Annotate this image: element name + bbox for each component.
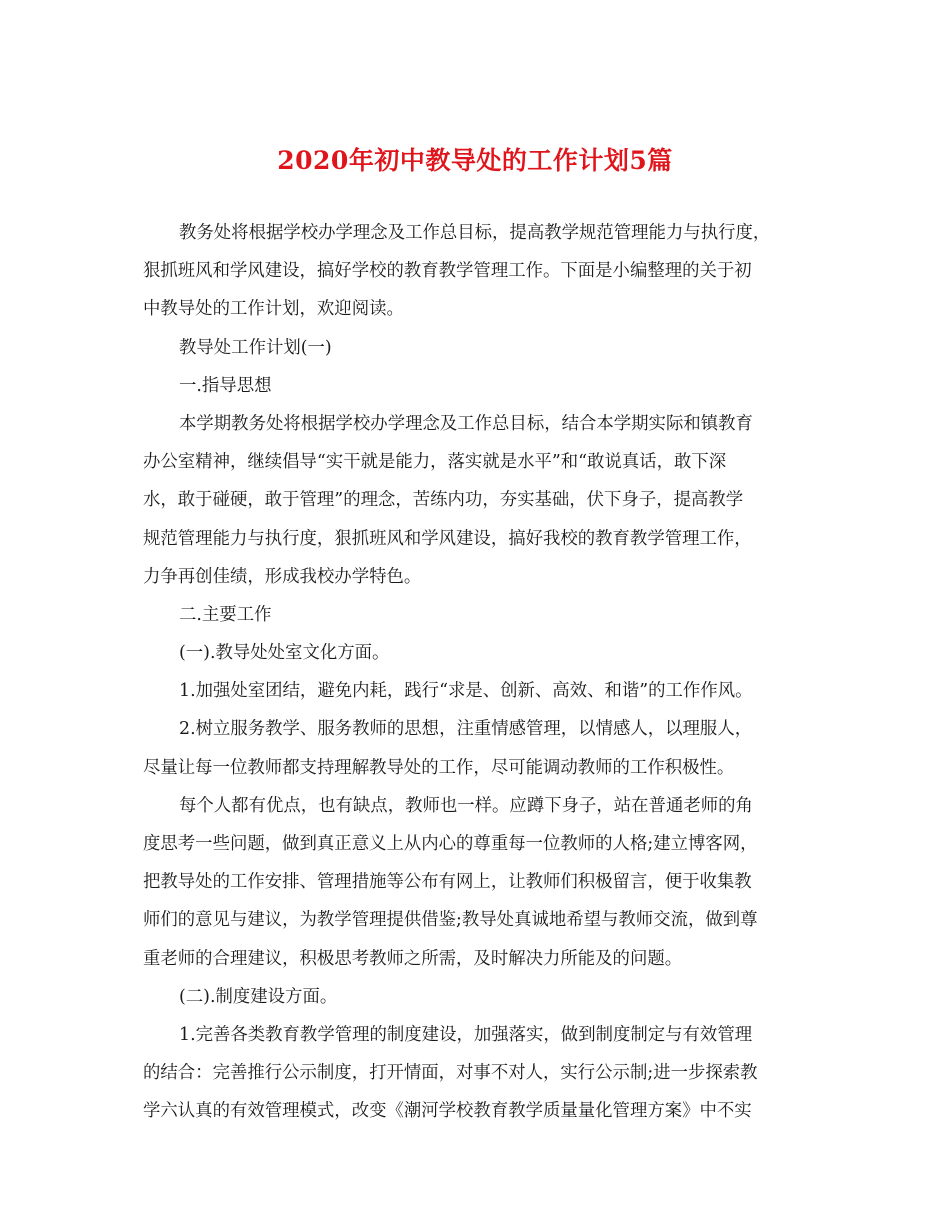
text-line: 教务处将根据学校办学理念及工作总目标，提高教学规范管理能力与执行度， — [179, 223, 771, 243]
text-line: 师们的意见与建议，为教学管理提供借鉴;教导处真诚地希望与教师交流，做到尊 — [143, 910, 758, 931]
text-line: 把教导处的工作安排、管理措施等公布有网上，让教师们积极留言，便于收集教 — [143, 872, 752, 893]
page-title: 2020年初中教导处的工作计划5篇 — [277, 146, 673, 175]
text-line: 一.指导思想 — [179, 375, 272, 396]
text-line: 水，敢于碰硬，敢于管理”的理念，苦练内功，夯实基础，伏下身子，提高教学 — [143, 490, 744, 511]
text-line: (一).教导处处室文化方面。 — [179, 643, 390, 664]
document-body — [143, 214, 803, 1131]
text-line: 1.加强处室团结，避免内耗，践行“求是、创新、高效、和谐”的工作作风。 — [179, 681, 753, 702]
text-line: 1.完善各类教育教学管理的制度建设，加强落实，做到制度制定与有效管理 — [179, 1024, 753, 1045]
text-line: 重老师的合理建议，积极思考教师之所需，及时解决力所能及的问题。 — [143, 948, 683, 969]
text-line: 每个人都有优点，也有缺点，教师也一样。应蹲下身子，站在普通老师的角 — [179, 795, 753, 816]
text-line: 规范管理能力与执行度，狠抓班风和学风建设，搞好我校的教育教学管理工作， — [143, 528, 752, 549]
text-line: 尽量让每一位教师都支持理解教导处的工作，尽可能调动教师的工作积极性。 — [143, 757, 735, 778]
text-line: (二).制度建设方面。 — [179, 986, 338, 1007]
text-line: 中教导处的工作计划，欢迎阅读。 — [143, 299, 404, 320]
text-line: 度思考一些问题，做到真正意义上从内心的尊重每一位教师的人格;建立博客网， — [143, 834, 758, 854]
text-line: 学六认真的有效管理模式，改变《潮河学校教育教学质量量化管理方案》中不实 — [143, 1101, 752, 1122]
text-line: 的结合：完善推行公示制度，打开情面，对事不对人，实行公示制;进一步探索教 — [143, 1063, 758, 1084]
text-line: 狠抓班风和学风建设，搞好学校的教育教学管理工作。下面是小编整理的关于初 — [143, 261, 752, 282]
text-line: 办公室精神，继续倡导“实干就是能力，落实就是水平”和“敢说真话，敢下深 — [143, 452, 727, 473]
text-line: 教导处工作计划(一) — [179, 337, 332, 358]
text-line: 二.主要工作 — [179, 604, 272, 625]
text-line: 力争再创佳绩，形成我校办学特色。 — [143, 566, 422, 587]
text-line: 本学期教务处将根据学校办学理念及工作总目标，结合本学期实际和镇教育 — [179, 413, 753, 434]
text-line: 2.树立服务教学、服务教师的思想，注重情感管理，以情感人，以理服人， — [179, 719, 753, 740]
